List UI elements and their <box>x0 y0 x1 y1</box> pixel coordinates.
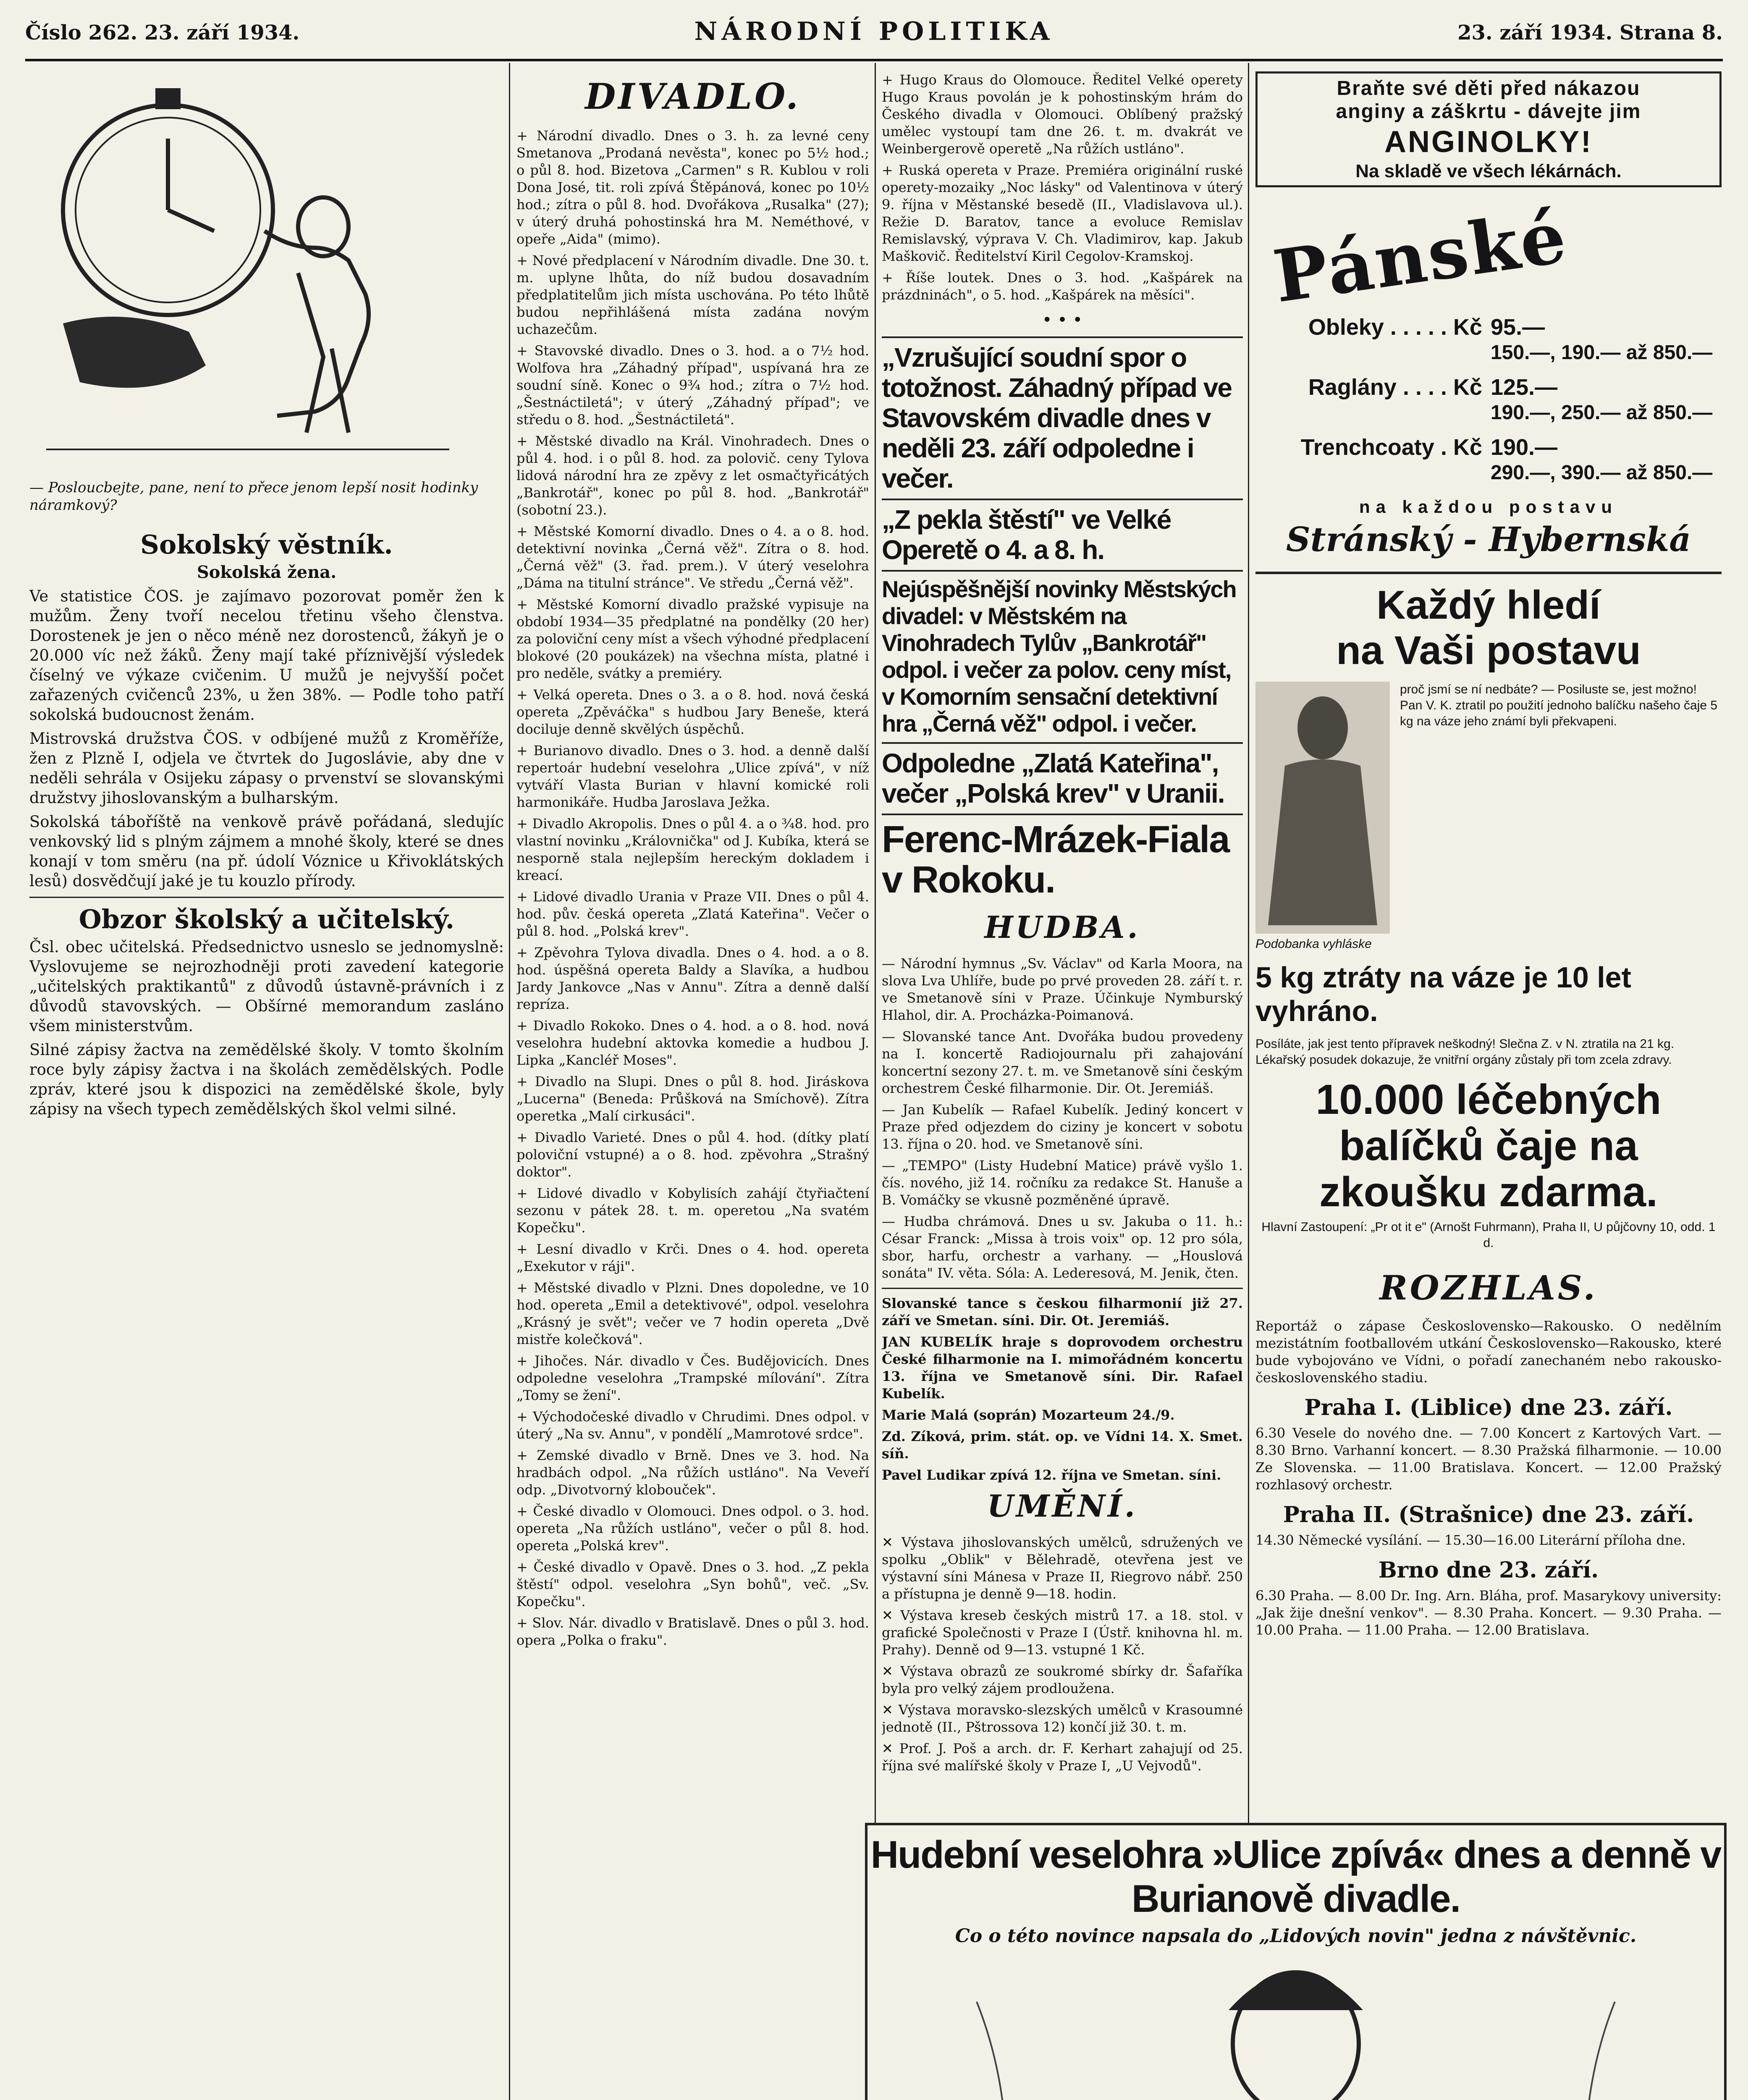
price-item: Trenchcoaty . Kč <box>1300 435 1482 460</box>
music-notice: — Slovanské tance Ant. Dvořáka budou provedeny na I. koncertě Radiojournalu při zahajování koncertní sezony 27. t. m. ve Smetanově síni českým orchestrem České filharmonie. Dir. Ot. Jeremiáš. <box>882 1029 1243 1096</box>
music-notice: — Národní hymnus „Sv. Václav" od Karla Moora, na slova Lva Uhlíře, bude po prvé proveden 28. září t. r. ve Smetanově síni v Praze. Účinkuje Nymburský Hlahol, dir. A. Procházka-Poimanová. <box>882 956 1243 1023</box>
theatre-notice: + Lesní divadlo v Krči. Dnes o 4. hod. opereta „Exekutor v ráji". <box>516 1241 869 1274</box>
theatre-notice: + Lidové divadlo v Kobylisích zahájí čtyřiačtení sezonu v pátek 28. t. m. operetou „Na svatém Kopečku". <box>516 1185 869 1236</box>
masthead <box>25 13 1723 59</box>
brno-schedule: 6.30 Praha. — 8.00 Dr. Ing. Arn. Bláha, prof. Masarykovy university: „Jak žije dnešní venkov". — 8.30 Praha. Koncert. — 9.30 Praha. — 10.00 Praha. — 11.00 Praha. — 12.00 Bratislava. <box>1255 1588 1722 1638</box>
radio-report: Reportáž o zápase Československo—Rakousko. O nedělním mezistátním footballovém utkání Československo—Rakousko, které bude vybojováno ve Vídni, o pořadí zanechaném nebo rakousko-československého stadiu. <box>1255 1318 1722 1386</box>
concert-ad: JAN KUBELÍK hraje s doprovodem orchestru České filharmonie na I. mimořádném koncertu 13. října ve Smetanově síni. Dir. Rafael Kubelík. <box>882 1334 1243 1402</box>
divider <box>882 1288 1243 1289</box>
article-paragraph: Silné zápisy žactva na zemědělské školy. V tomto školním roce byly zápisy žactva i na školách zemědělských. Podle zpráv, které jsou k dispozici na zemědělské škole, byly zápisy na všech typech zemědělských škol velmi silné. <box>29 1041 504 1118</box>
theatre-notice: + Městské divadlo v Plzni. Dnes dopoledne, ve 10 hod. opereta „Emil a detektivové", odpol. veselohra „Krásný je svět"; večer ve 7 hodin opereta „Dvě mistře kolečková". <box>516 1280 869 1347</box>
theatre-notice: + Stavovské divadlo. Dnes o 3. hod. a o 7½ hod. Wolfova hra „Záhadný případ", uspívaná hra ze soudní síně. Konec o 9¾ hod.; zítra o 7½ hod. „Šestnáctiletá"; v úterý „Záhadný případ"; ve středu o 8. hod. „Šestnáctiletá". <box>516 343 869 428</box>
praha1-heading: Praha I. (Liblice) dne 23. září. <box>1304 1395 1673 1420</box>
hudba-title: HUDBA. <box>984 909 1140 945</box>
separator-dots: • • • <box>1042 310 1083 330</box>
concert-ad: Pavel Ludikar zpívá 12. října ve Smetan. síni. <box>882 1467 1221 1483</box>
concert-ad: Slovanské tance s českou filharmonií již 27. září ve Smetan. síni. Dir. Ot. Jeremiáš. <box>882 1295 1243 1328</box>
burian-theatre-ad <box>865 1823 1727 2100</box>
anginolky-brand: ANGINOLKY! <box>1384 125 1593 159</box>
theatre-notice: + Burianovo divadlo. Dnes o 3. hod. a denně další repertoár hudební veselohra „Ulice zpívá", v níž vytváří Vlasta Burian v hlavní komické roli harmonikáře. Hudba Jaroslava Ježka. <box>516 743 869 810</box>
art-notice: ✕ Výstava jihoslovanských umělců, sdružených ve spolku „Oblik" v Bělehradě, otevřena jest ve výstavní síni Mánesa v Praze II, Riegrovo nábř. 250 a přístupna je denně 9—18. hodin. <box>882 1534 1243 1602</box>
column-1 <box>29 71 504 2100</box>
issue-info: Číslo 262. 23. září 1934. <box>25 21 300 45</box>
brno-heading: Brno dne 23. září. <box>1378 1557 1599 1583</box>
theatre-notice: + Lidové divadlo Urania v Praze VII. Dnes o půl 4. hod. pův. česká opereta „Zlatá Kateřina". Večer o půl 8. hod. „Polská krev". <box>516 889 869 939</box>
theatre-notice: + Východočeské divadlo v Chrudimi. Dnes odpol. v úterý „Na sv. Annu", v pondělí „Mamrotové srdce". <box>516 1409 869 1442</box>
theatre-notice: + Slov. Nár. divadlo v Bratislavě. Dnes o půl 3. hod. opera „Polka o fraku". <box>516 1615 869 1648</box>
music-notice: — Hudba chrámová. Dnes u sv. Jakuba o 11. h.: César Franck: „Missa à trois voix" op. 12 pro sóla, sbor, harfu, orchestr a varhany. — „Houslová sonáta" IV. věta. Sóla: A. Lederesová, M. Jenik, čten. <box>882 1213 1243 1281</box>
column-4 <box>1255 71 1722 1803</box>
anginolky-ad <box>1255 71 1722 187</box>
cartoon-drawing <box>29 71 504 475</box>
theatre-notice: + Velká opereta. Dnes o 3. a o 8. hod. nová česká opereta „Zpěváčka" s hudbou Jary Beneše, která dociluje denně skvělých úspěchů. <box>516 687 869 737</box>
art-notice: ✕ Výstava moravsko-slezských umělců v Krasoumné jednotě (II., Pštrossova 12) končí již 30. t. m. <box>882 1702 1243 1735</box>
cartoon-caption: — Posloucbejte, pane, není to přece jenom lepší nosit hodinky náramkový? <box>29 479 478 514</box>
burian-ad-subline: Co o této novince napsala do „Lidových novin" jedna z návštěvnic. <box>955 1925 1637 1947</box>
theatre-notice: + Říše loutek. Dnes o 3. hod. „Kašpárek na prázdninách", o 5. hod. „Kašpárek na měsíci". <box>882 270 1243 303</box>
theatre-notice: + Divadlo Varieté. Dnes o půl 4. hod. (dítky platí poloviční vstupné) a o 8. hod. zpěvohra „Strašný doktor". <box>516 1129 869 1180</box>
price-row <box>1255 433 1722 461</box>
ad-mestske-divadlo: Nejúspěšnější novinky Městských divadel: v Městském na Vinohradech Tylův „Bankrotář" odpol. i večer za polov. ceny míst, v Komorním sensační detektivní hra „Černá věž" odpol. i večer. <box>882 570 1243 742</box>
praha2-heading: Praha II. (Strašnice) dne 23. září. <box>1283 1502 1694 1528</box>
anginolky-line2: anginy a záškrtu - dávejte jim <box>1336 100 1641 123</box>
music-notice: — „TEMPO" (Listy Hudební Matice) právě vyšlo 1. čís. nového, již 14. ročníku za redakce St. Hanuše a B. Vomáčky se vkusně pozměněné úpravě. <box>882 1158 1243 1208</box>
sokol-title: Sokolský věstník. <box>140 529 393 560</box>
diet-ad-line1: Každý hledí <box>1376 583 1601 627</box>
diet-ad-text: proč jsmí se ní nedbáte? — Posiluste se, jest možno! Pan V. K. ztratil po použití jednoho balíčku našeho čaje 5 kg na váze jeho známí byli překvapeni. <box>1400 682 1718 728</box>
diet-ad-body <box>1255 682 1722 934</box>
theatre-notice: + Městské Komorní divadlo pražské vypisuje na období 1934—35 předplatné na pondělky (20 her) za poloviční ceny míst a všech výhodné předplacení blokové (20 poukázek) na všechna místa, platné i pro neděle, svátky a premiéry. <box>516 596 869 681</box>
theatre-notice: + České divadlo v Opavě. Dnes o 3. hod. „Z pekla štěstí" odpol. veselohra „Syn bohů", več. „Sv. Kopečku". <box>516 1559 869 1609</box>
store-tagline: na každou postavu <box>1359 497 1618 517</box>
divadlo-title: DIVADLO. <box>585 76 801 117</box>
column-3 <box>882 71 1243 1803</box>
ad-urania: Odpoledne „Zlatá Kateřina", večer „Polská krev" v Uranii. <box>882 742 1243 814</box>
theatre-notice: + Divadlo Rokoko. Dnes o 4. hod. a o 8. hod. nová veselohra hudební aktovka komedie a hudbou J. Lipka „Kancléř Moses". <box>516 1018 869 1068</box>
ad-rokoko: Ferenc-Mrázek-Fiala v Rokoku. <box>882 814 1243 905</box>
price-value: 95.— <box>1491 315 1545 340</box>
burian-ad-headline: Hudební veselohra »Ulice zpívá« dnes a denně v Burianově divadle. <box>870 1833 1721 1920</box>
art-notice: ✕ Výstava kreseb českých mistrů 17. a 18. stol. v grafické Společnosti v Praze I (Ústř. knihovna hl. m. Prahy). Denně od 9—13. vstupné 1 Kč. <box>882 1607 1243 1658</box>
diet-ad-claim: 5 kg ztráty na váze je 10 let vyhráno. <box>1255 961 1631 1027</box>
price-range: 150.—, 190.— až 850.— <box>1491 341 1713 364</box>
cartoon-illustration <box>29 71 504 475</box>
header-rule <box>25 59 1723 61</box>
theatre-notice: + Jihočes. Nár. divadlo v Čes. Budějovicích. Dnes odpoledne veselohra „Trampské mílování". Zítra „Tomy se žení". <box>516 1353 869 1403</box>
price-row <box>1255 373 1722 401</box>
praha1-schedule: 6.30 Vesele do nového dne. — 7.00 Koncert z Kartových Vart. — 8.30 Brno. Varhanní koncert. — 8.30 Pražská filharmonie. — 10.00 Ze Slovenska. — 11.00 Bratislava. Koncert. — 12.00 Pražský rozhlasový orchestr. <box>1255 1425 1722 1493</box>
newspaper-title: NÁRODNÍ POLITIKA <box>694 17 1054 46</box>
theatre-notice: + Zemské divadlo v Brně. Dnes ve 3. hod. Na hradbách odpol. „Na růžích ustláno". Na Veveří odp. „Divotvorný klobouček". <box>516 1447 869 1498</box>
burian-ad-illustration <box>935 1918 1657 2100</box>
article-paragraph: Čsl. obec učitelská. Předsednictvo usneslo se jednomyslně: Vyslovujeme se nejrozhodněji proti zavedení kategorie „učitelských praktikantů" z důvodů ústavně-právních i z důvodů stavovských. — Obšírné memorandum zasláno všem ministerstvům. <box>29 938 504 1035</box>
panske-heading: Pánské <box>1268 194 1572 319</box>
diet-ad-heading <box>1255 572 1722 673</box>
music-notice: — Jan Kubelík — Rafael Kubelík. Jediný koncert v Praze před odjezdem do ciziny je koncert v sobotu 13. října o 20. hod. ve Smetanově síni. <box>882 1102 1243 1152</box>
store-name: Stránský - Hybernská <box>1286 520 1691 559</box>
concert-ad: Marie Malá (soprán) Mozarteum 24./9. <box>882 1407 1175 1423</box>
price-item: Raglány . . . . Kč <box>1308 375 1482 400</box>
ad-velka-opereta: „Z pekla štěstí" ve Velké Operetě o 4. a 8. h. <box>882 499 1243 570</box>
rozhlas-title: ROZHLAS. <box>1379 1268 1598 1307</box>
column-rule <box>875 63 876 2100</box>
divider <box>29 897 504 898</box>
theatre-notice: + Městské Komorní divadlo. Dnes o 4. a o 8. hod. detektivní novinka „Černá věž". Zítra o 8. hod. „Černá věž" (3. řad. prem.). V úterý veselohra „Dáma na titulní stránce". Ve středu „Černá věž". <box>516 523 869 591</box>
theatre-notice: + Nové předplacení v Národním divadle. Dne 30. t. m. uplyne lhůta, do níž budou dosavadním předplatitelům jich místa uschována. Po této lhůtě budou nepřihlášená místa zadána novým uchazečům. <box>516 252 869 337</box>
theatre-notice: + Divadlo Akropolis. Dnes o půl 4. a o ¾8. hod. pro vlastní novinku „Královnička" od J. Kubíka, která se nesporně stala nejlepším hereckým dokladem i kreací. <box>516 816 869 883</box>
price-row <box>1255 313 1722 341</box>
theatre-notice: + Národní divadlo. Dnes o 3. h. za levné ceny Smetanova „Prodaná nevěsta", konec po 5½ hod.; o půl 8. hod. Bizetova „Carmen" s R. Kublou v roli Dona José, tit. roli zpívá Štěpánová, konec po 10½ hod.; zítra o půl 8. hod. Dvořákova „Rusalka" (27); v úterý druhá pohostinská hra M. Neméthové, v opeře „Aida" (mimo). <box>516 128 869 247</box>
anginolky-line1: Braňte své děti před nákazou <box>1337 77 1641 100</box>
article-paragraph: Ve statistice ČOS. je zajímavo pozorovat poměr žen k mužům. Ženy tvoří necelou třetinu všeho členstva. Dorostenek je jen o něco méně nez dorostenců, žákyň je o 20.000 víc než žáků. Ženy mají také příznivější výsledek číselný ve výkaze cvičenim. U mužů je nejvyšší počet zařazených cvičenců 23%, u žen 38%. — Podle toho patří sokolská budoucnost ženám. <box>29 587 504 724</box>
photo-caption: Podobanka vyhláske <box>1255 937 1372 951</box>
column-rule <box>1248 63 1249 2100</box>
woman-figure-drawing <box>1255 682 1390 934</box>
price-range: 290.—, 390.— až 850.— <box>1491 462 1713 484</box>
diet-ad-offer: 10.000 léčebných balíčků čaje na zkoušku zdarma. <box>1316 1076 1662 1215</box>
price-value: 125.— <box>1491 375 1558 400</box>
umeni-title: UMĚNÍ. <box>987 1488 1137 1524</box>
theatre-notice: + Ruská opereta v Praze. Premiéra originální ruské operety-mozaiky „Noc lásky" od Valentinova v úterý 9. října v Městanské besedě (II., Vladislavova ul.). Režie D. Baratov, tance a evoluce Remislav Remislavský, výprava V. Ch. Vladimirov, kap. Jakub Maškovič. Ředitelství Kiril Cegolov-Kramskoj. <box>882 162 1243 264</box>
ad-stavovske: „Vzrušující soudní spor o totožnost. Záhadný případ ve Stavovském divadle dnes v neděli 23. září odpoledne i večer. <box>882 336 1243 499</box>
school-title: Obzor školský a učitelský. <box>79 904 455 934</box>
column-2 <box>516 71 869 2100</box>
price-item: Obleky . . . . . Kč <box>1308 315 1482 340</box>
price-value: 190.— <box>1491 435 1558 460</box>
anginolky-line3: Na skladě ve všech lékárnách. <box>1355 161 1622 181</box>
price-range: 190.—, 250.— až 850.— <box>1491 402 1713 424</box>
diet-ad-paragraph: Posíláte, jak jest tento přípravek neškodný! Slečna Z. v N. ztratila na 21 kg. Lékařský posudek dokazuje, že vnitřní orgány zůstaly při tom zcela zdravy. <box>1255 1037 1675 1067</box>
article-paragraph: Mistrovská družstva ČOS. v odbíjené mužů z Kroměříže, žen z Plzně I, odjela ve čtvrtek do Jugoslávie, aby dne v neděli sehrála v Osijeku zápasy o prvenství se slovanskými družstvy jihoslovanským a bulharským. <box>29 730 504 807</box>
theatre-notice: + Hugo Kraus do Olomouce. Ředitel Velké operety Hugo Kraus povolán je k pohostinským hrám do Českého divadla v Olomouci. Oblíbený pražský umělec vystoupí tam dne 26. t. m. dvakrát ve Weinbergerově operetě „Na růžích ustláno". <box>882 72 1243 157</box>
woman-photo <box>1255 682 1390 934</box>
page-info: 23. září 1934. Strana 8. <box>1457 21 1723 45</box>
theatre-notice: + Zpěvohra Tylova divadla. Dnes o 4. hod. a o 8. hod. úspěšná opereta Baldy a Slavíka, a hudbou Jardy Jankovce „Nas v Annu". Zítra a denně další repríza. <box>516 945 869 1012</box>
art-notice: ✕ Výstava obrazů ze soukromé sbírky dr. Šafaříka byla pro velký zájem prodloužena. <box>882 1663 1243 1696</box>
theatre-notice: + Městské divadlo na Král. Vinohradech. Dnes o půl 4. hod. i o půl 8. hod. za polovič. ceny Tylova lidová národní hra ze zpěvy z let osmačtyřicátých „Bankrotář", konec po půl 8. hod. „Bankrotář" (sobotní 23.). <box>516 433 869 518</box>
theatre-notice: + České divadlo v Olomouci. Dnes odpol. o 3. hod. opereta „Na růžích ustláno", večer o půl 8. hod. opereta „Polská krev". <box>516 1503 869 1554</box>
accordion-player-drawing <box>935 1918 1657 2100</box>
concert-ad: Zd. Zíková, prim. stát. op. ve Vídni 14. X. Smet. síň. <box>882 1428 1243 1462</box>
diet-ad-line2: na Vaši postavu <box>1336 628 1641 673</box>
sokol-subtitle: Sokolská žena. <box>197 562 337 582</box>
diet-ad-footer: Hlavní Zastoupení: „Pr ot it e" (Arnošt Fuhrmann), Praha II, U půjčovny 10, odd. 1 d. <box>1261 1220 1716 1250</box>
art-notice: ✕ Prof. J. Poš a arch. dr. F. Kerhart zahajují od 25. října své malířské školy v Praze I, „U Vejvodů". <box>882 1740 1243 1774</box>
article-paragraph: Sokolská táboříště na venkově právě pořádaná, sledujíc venkovský lid s plným zájmem a mnohé školy, které se dnes konají v tom směru (na př. údolí Vóznice u Křivoklátských lesů) dosvědčují jaké je tu kouzlo přírody. <box>29 813 504 890</box>
theatre-notice: + Divadlo na Slupi. Dnes o půl 8. hod. Jiráskova „Lucerna" (Beneda: Průšková na Smíchově). Zítra operetka „Malí cirkusáci". <box>516 1074 869 1124</box>
column-rule <box>509 63 510 2100</box>
praha2-schedule: 14.30 Německé vysílání. — 15.30—16.00 Literární příloha dne. <box>1255 1532 1686 1548</box>
